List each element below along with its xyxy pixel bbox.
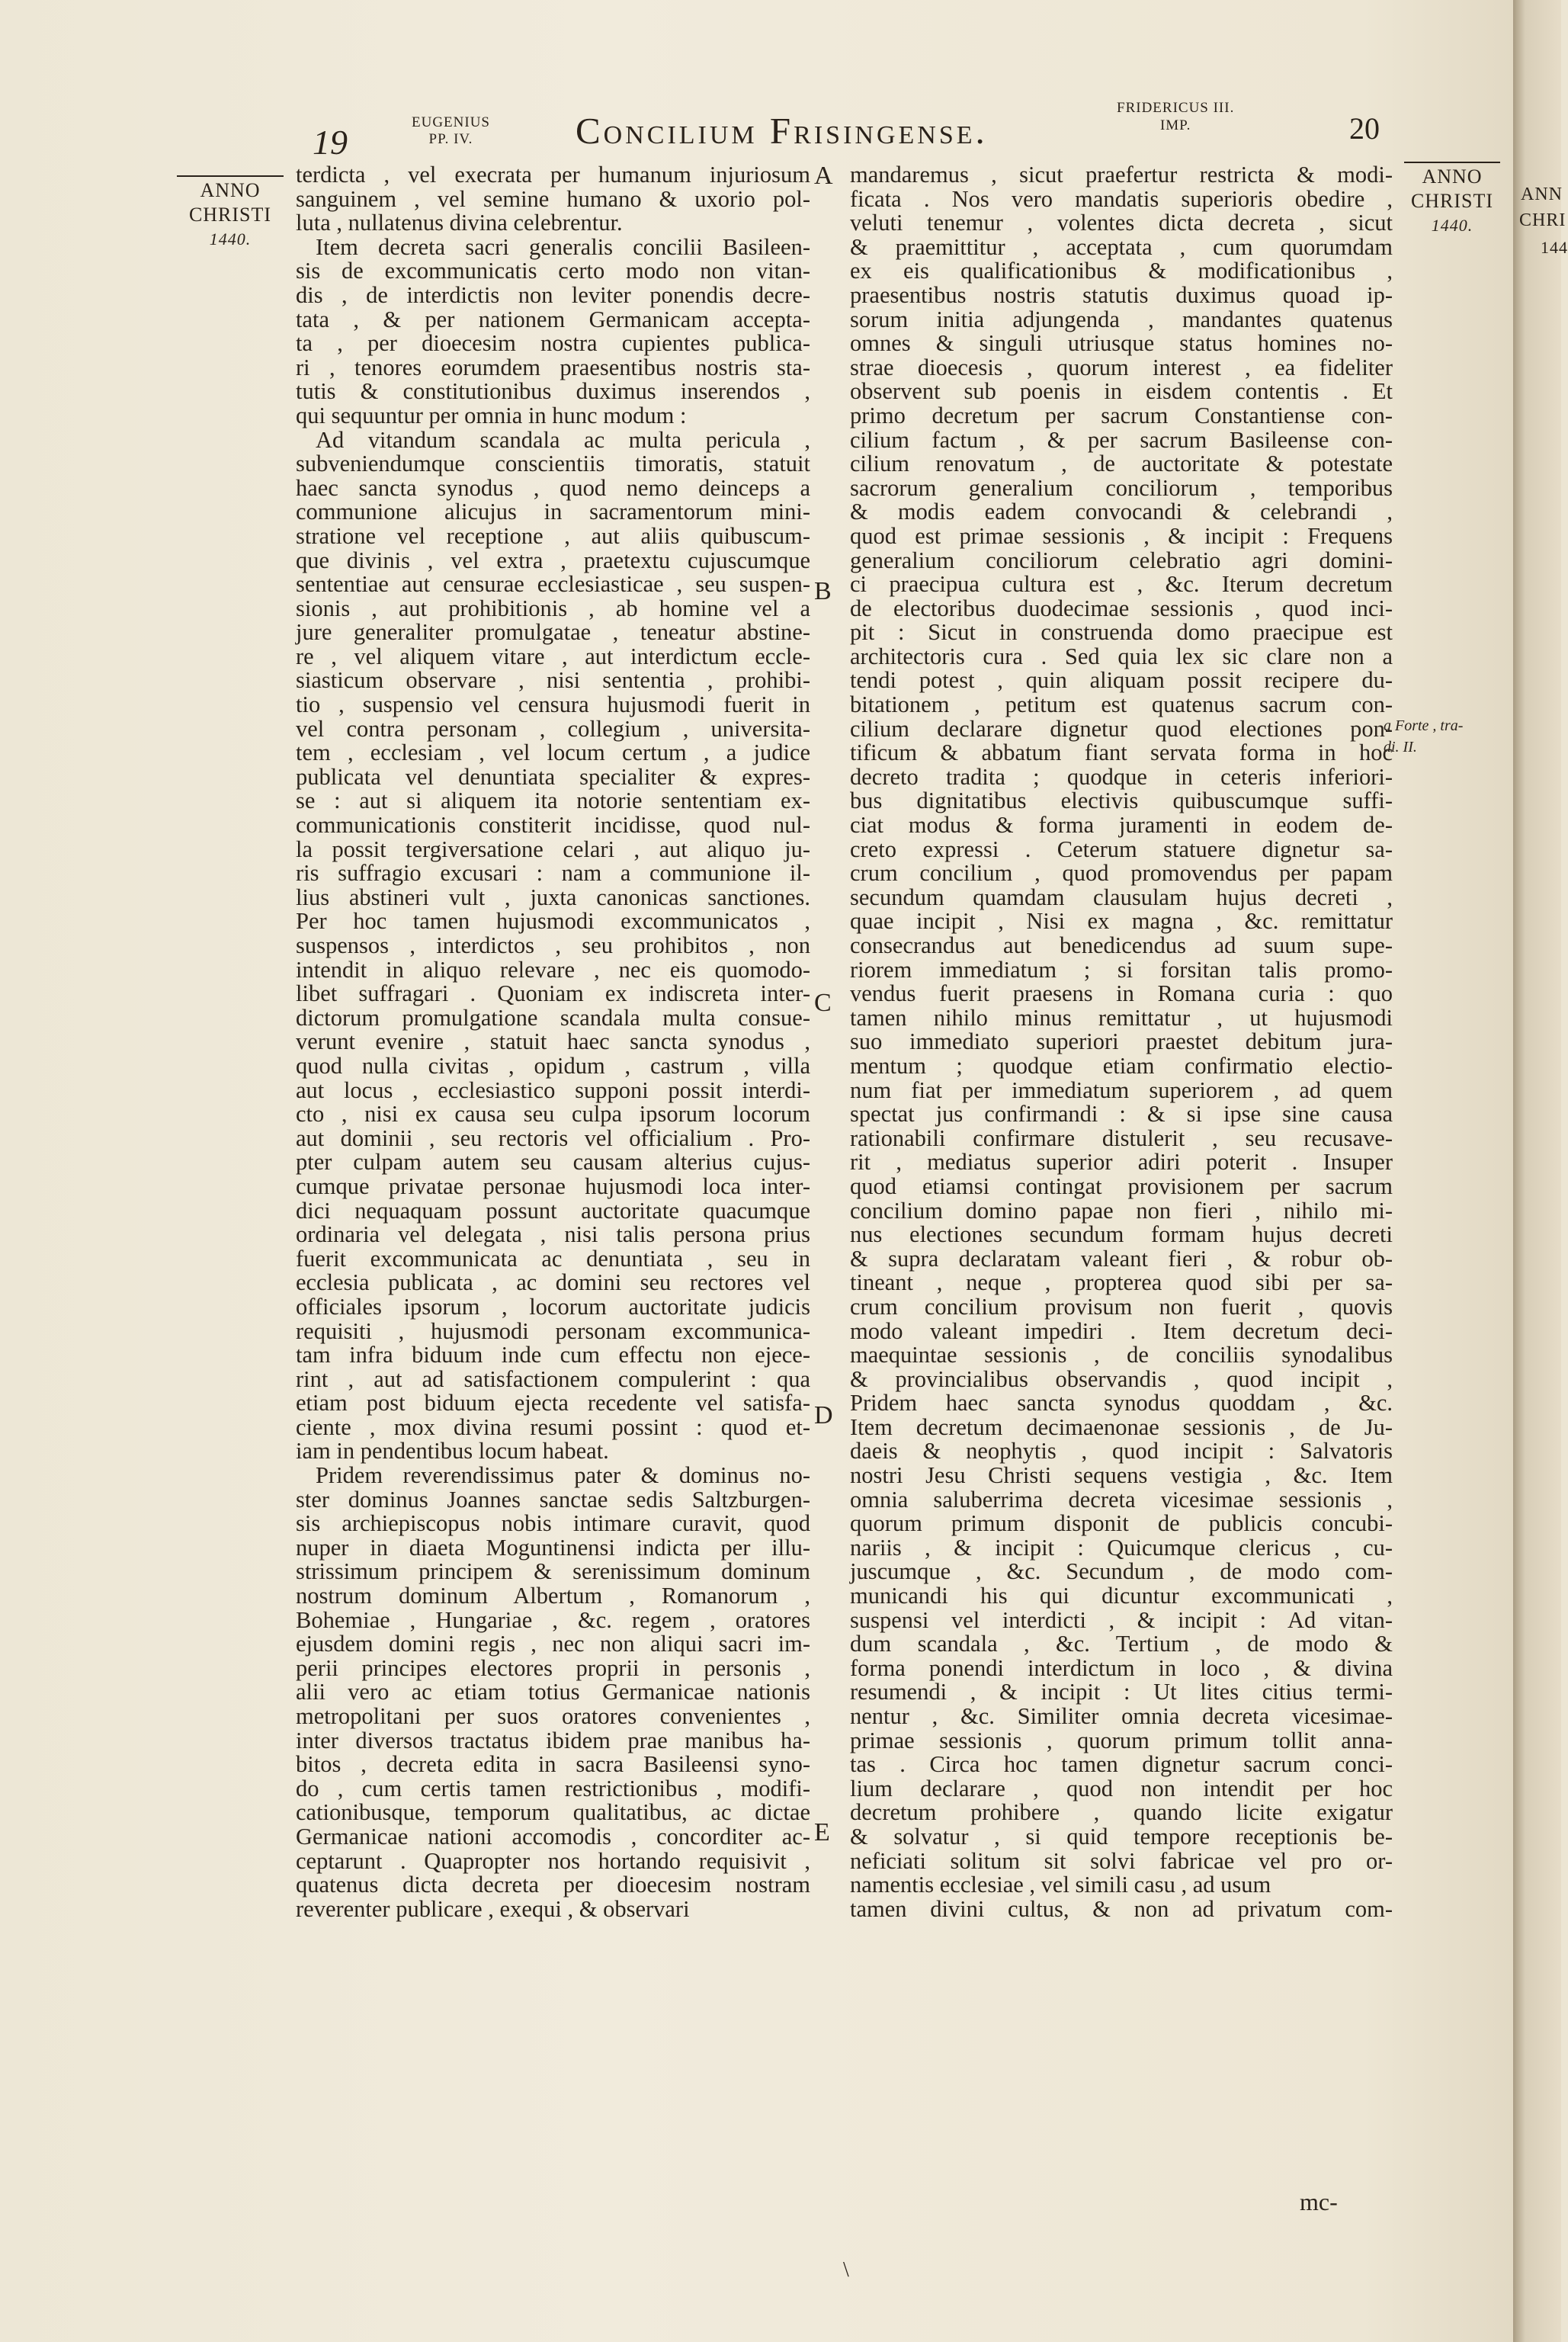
running-title: Concilium Frisingense. (576, 110, 988, 152)
text-line: quorum primum disponit de publicis concubi- (850, 1510, 1393, 1537)
text-line: ceptarunt . Quapropter nos hortando requisivit , (296, 1847, 810, 1874)
text-line: namentis ecclesiae , vel simili casu , ad usum (850, 1872, 1271, 1898)
text-line: nuper in diaeta Moguntinensi indicta per illu- (296, 1534, 810, 1561)
text-line: ciat modus & forma juramenti in eodem de- (850, 812, 1393, 839)
text-line: verunt evenire , statuit haec sancta synodus , (296, 1028, 810, 1055)
text-line: architectoris cura . Sed quia lex sic clare non a (850, 643, 1393, 669)
text-line: strissimum principem & serenissimum dominum (296, 1558, 810, 1585)
text-line: sanguinem , vel semine humano & uxorio pol- (296, 185, 810, 212)
text-line: neficiati solitum sit solvi fabricae vel pro or- (850, 1847, 1393, 1874)
margin-year: 1440. (209, 229, 252, 249)
text-line: bitos , decreta edita in sacra Basileensi syno- (296, 1751, 810, 1778)
next-page-edge (1513, 0, 1568, 2342)
footnote-line: a Forte , tra- (1384, 717, 1464, 734)
text-line: tas . Circa hoc tamen dignetur sacrum conci- (850, 1751, 1393, 1778)
footnote-line: di. II. (1384, 739, 1417, 756)
section-letter-b: B (814, 577, 832, 605)
margin-year: 1440. (1431, 216, 1473, 235)
text-line: aut locus , ecclesiastico supponi possit interdi- (296, 1076, 810, 1103)
margin-anno: ANNO (200, 179, 261, 201)
right-text-column (850, 163, 1393, 1921)
text-line: & supra declaratam valeant fieri , & robur ob- (850, 1245, 1393, 1272)
text-line: libet suffragari . Quoniam ex indiscreta inter- (296, 980, 810, 1007)
text-line: vel contra personam , collegium , universita- (296, 715, 810, 742)
text-line: jure generaliter promulgatae , teneatur abstine- (296, 619, 810, 646)
text-line: Ad vitandum scandala ac multa pericula , (316, 426, 810, 453)
text-line: tem , ecclesiam , vel locum certum , a judice (296, 739, 810, 766)
text-line: Item decreta sacri generalis concilii Basileen- (316, 233, 810, 260)
text-line: omnia saluberrima decreta vicesimae sessionis , (850, 1486, 1393, 1513)
text-line: decreto tradita ; quodque in ceteris inferiori- (850, 763, 1393, 790)
text-line: tamen nihilo minus remittatur , ut hujusmodi (850, 1004, 1393, 1031)
text-line: tata , & per nationem Germanicam accepta- (296, 306, 810, 332)
text-line: dictorum promulgatione scandala multa consue- (296, 1004, 810, 1031)
text-line: inter diversos tractatus ibidem prae manibus ha- (296, 1727, 810, 1753)
text-line: nus electiones secundum formam hujus decreti (850, 1221, 1393, 1248)
text-line: suspensos , interdictos , seu prohibitos , non (296, 932, 810, 958)
text-line: cto , nisi ex causa seu culpa ipsorum locorum (296, 1101, 810, 1128)
left-text-column (296, 163, 810, 1921)
text-line: pter culpam autem seu causam alterius cujus- (296, 1149, 810, 1176)
text-line: nostrum dominum Albertum , Romanorum , (296, 1583, 810, 1609)
text-line: secundum quamdam clausulam hujus decreti , (850, 884, 1393, 910)
text-line: mandaremus , sicut praefertur restricta & modi- (850, 162, 1393, 188)
text-line: tineant , neque , propterea quod sibi per sa- (850, 1269, 1393, 1296)
text-line: Pridem reverendissimus pater & dominus no- (316, 1462, 810, 1489)
text-line: luta , nullatenus divina celebrentur. (296, 210, 623, 236)
text-line: requisiti , hujusmodi personam excommunica- (296, 1317, 810, 1344)
text-line: quod est primae sessionis , & incipit : Frequens (850, 522, 1393, 549)
bottom-mark: \ (843, 2258, 849, 2282)
text-line: ex eis qualificationibus & modificationibus , (850, 258, 1393, 284)
text-line: suo immediato superiori praestet debitum jura- (850, 1028, 1393, 1055)
running-head-pope (412, 114, 490, 148)
section-letter-e: E (814, 1818, 830, 1846)
text-line: Germanicae nationi accomodis , concorditer ac- (296, 1823, 810, 1850)
text-line: etiam post biduum ejecta recedente vel satisfa- (296, 1390, 810, 1416)
text-line: consecrandus aut benedicendus ad suum supe- (850, 932, 1393, 958)
text-line: sententiae aut censurae ecclesiasticae , seu suspen- (296, 571, 810, 598)
text-line: bus dignitatibus electivis quibuscumque suffi- (850, 788, 1393, 814)
text-line: pit : Sicut in construenda domo praecipue est (850, 619, 1393, 646)
text-line: communione alicujus in sacramentorum mini- (296, 499, 810, 525)
text-line: creto expressi . Ceterum statuere dignetur sa- (850, 836, 1393, 862)
text-line: spectat jus confirmandi : & si ipse sine causa (850, 1101, 1393, 1128)
text-line: cilium factum , & per sacrum Basileense con- (850, 426, 1393, 453)
text-line: generalium conciliorum celebratio agri domini- (850, 547, 1393, 573)
text-line: tendi potest , quin aliquam possit recipere du- (850, 667, 1393, 694)
emperor-title: IMP. (1159, 117, 1191, 133)
text-line: riorem immediatum ; si forsitan talis promo- (850, 956, 1393, 983)
text-line: & praemittitur , acceptata , cum quorumdam (850, 233, 1393, 260)
text-line: do , cum certis tamen restrictionibus , modifi- (296, 1775, 810, 1801)
pope-title: PP. IV. (428, 131, 473, 147)
margin-rule (1404, 162, 1500, 163)
text-line: maequintae sessionis , de conciliis synodalibus (850, 1342, 1393, 1368)
text-line: cationibusque, temporum qualitatibus, ac dictae (296, 1799, 810, 1826)
text-line: ster dominus Joannes sanctae sedis Saltzburgen- (296, 1486, 810, 1513)
edge-year: 144 (1541, 238, 1568, 257)
text-line: tutis & constitutionibus duximus inserendos , (296, 378, 810, 405)
text-line: dici nequaquam possunt auctoritate quacumque (296, 1197, 810, 1224)
text-line: tificum & abbatum fiant servata forma in hoc (850, 739, 1393, 766)
section-letter-a: A (814, 162, 833, 190)
text-line: subveniendumque conscientiis timoratis, statuit (296, 451, 810, 477)
text-line: bitationem , petitum est quatenus sacrum con- (850, 691, 1393, 718)
text-line: quae incipit , Nisi ex magna , &c. remittatur (850, 908, 1393, 935)
text-line: tamen divini cultus, & non ad privatum com- (850, 1895, 1393, 1922)
text-line: cilium renovatum , de auctoritate & potestate (850, 451, 1393, 477)
margin-anno: ANNO (1422, 165, 1483, 188)
text-line: alii vero ac etiam totius Germanicae nationis (296, 1679, 810, 1705)
text-line: Bohemiae , Hungariae , &c. regem , oratores (296, 1606, 810, 1633)
text-line: sorum initia adjungenda , mandantes quatenus (850, 306, 1393, 332)
margin-year-left (177, 175, 284, 252)
text-line: qui sequuntur per omnia in hunc modum : (296, 402, 687, 428)
text-line: resumendi , & incipit : Ut lites citius termi- (850, 1679, 1393, 1705)
text-line: concilium domino papae non fieri , nihilo mi- (850, 1197, 1393, 1224)
text-line: ris suffragio excusari : nam a communione il- (296, 860, 810, 887)
text-line: mentum ; quodque etiam confirmatio electio- (850, 1052, 1393, 1079)
text-line: lium declarare , quod non intendit per hoc (850, 1775, 1393, 1801)
text-line: omnes & singuli utriusque status homines no- (850, 330, 1393, 357)
text-line: modo valeant impediri . Item decretum deci- (850, 1317, 1393, 1344)
margin-rule (177, 175, 284, 177)
emperor-name: FRIDERICUS III. (1117, 100, 1235, 116)
text-line: perii principes electores proprii in personis , (296, 1654, 810, 1681)
text-line: ci praecipua cultura est , &c. Iterum decretum (850, 571, 1393, 598)
text-line: ordinaria vel delegata , nisi talis persona prius (296, 1221, 810, 1248)
text-line: sis de excommunicatis certo modo non vitan- (296, 258, 810, 284)
text-line: praesentibus nostris statutis duximus quoad ip- (850, 281, 1393, 308)
text-line: forma ponendi interdictum in loco , & divina (850, 1654, 1393, 1681)
section-letter-c: C (814, 989, 832, 1017)
section-letter-d: D (814, 1401, 833, 1429)
text-line: suspensi vel interdicti , & incipit : Ad vitan- (850, 1606, 1393, 1633)
text-line: & solvatur , si quid tempore receptionis be- (850, 1823, 1393, 1850)
text-line: num fiat per immediatum superiorem , ad quem (850, 1076, 1393, 1103)
text-line: ta , per dioecesim nostra cupientes publica- (296, 330, 810, 357)
margin-christi: CHRISTI (188, 204, 272, 226)
text-line: daeis & neophytis , quod incipit : Salvatoris (850, 1438, 1393, 1465)
text-line: nentur , &c. Similiter omnia decreta vicesimae- (850, 1703, 1393, 1729)
text-line: de electoribus duodecimae sessionis , quod inci- (850, 595, 1393, 621)
text-line: rationabili confirmare distulerit , seu recusave- (850, 1124, 1393, 1151)
text-line: observent sub poenis in eisdem contentis . Et (850, 378, 1393, 405)
text-line: Pridem haec sancta synodus quoddam , &c. (850, 1390, 1393, 1416)
margin-footnote (1384, 715, 1463, 758)
text-line: dis , de interdictis non leviter ponendis decre- (296, 281, 810, 308)
text-line: stratione vel receptione , aut aliis quibuscum- (296, 522, 810, 549)
text-line: que divinis , vel extra , praetextu cujuscumque (296, 547, 810, 573)
text-line: nariis , & incipit : Quicumque clericus , cu- (850, 1534, 1393, 1561)
text-line: ciente , mox divina resumi possint : quod et- (296, 1413, 810, 1440)
text-line: rit , mediatus superior adiri poterit . Insuper (850, 1149, 1393, 1176)
text-line: ecclesia publicata , ac domini seu rectores vel (296, 1269, 810, 1296)
page-number-left: 19 (313, 123, 348, 162)
text-line: municandi his qui dicuntur excommunicati , (850, 1583, 1393, 1609)
text-line: veluti tenemur , volentes dicta decreta , sicut (850, 210, 1393, 236)
text-line: sis archiepiscopus nobis intimare curavit, quod (296, 1510, 810, 1537)
text-line: tam infra biduum inde cum effectu non ejece- (296, 1342, 810, 1368)
text-line: publicata vel denuntiata specialiter & expres- (296, 763, 810, 790)
text-line: cilium declarare dignetur quod electiones pon- (850, 715, 1393, 742)
edge-christi: CHRI (1519, 210, 1566, 230)
pope-name: EUGENIUS (412, 114, 490, 130)
text-line: crum concilium , quod promovendus per papam (850, 860, 1393, 887)
text-line: iam in pendentibus locum habeat. (296, 1438, 609, 1465)
text-line: Per hoc tamen hujusmodi excommunicatos , (296, 908, 810, 935)
margin-christi: CHRISTI (1410, 190, 1494, 212)
text-line: metropolitani per suos oratores convenientes , (296, 1703, 810, 1729)
margin-year-right (1404, 162, 1500, 238)
text-line: tio , suspensio vel censura hujusmodi fuerit in (296, 691, 810, 718)
text-line: reverenter publicare , exequi , & observari (296, 1895, 690, 1922)
text-line: sionis , aut prohibitionis , ab homine vel a (296, 595, 810, 621)
text-line: vendus fuerit praesens in Romana curia : quo (850, 980, 1393, 1007)
text-line: re , vel aliquem vitare , aut interdictum eccle- (296, 643, 810, 669)
text-line: sacrorum generalium conciliorum , temporibus (850, 474, 1393, 501)
catchword: mc- (1300, 2188, 1338, 2215)
text-line: fuerit excommunicata ac denuntiata , seu in (296, 1245, 810, 1272)
text-line: communicationis constiterit incidisse, quod nul- (296, 812, 810, 839)
text-line: rint , aut ad satisfactionem compulerint : qua (296, 1365, 810, 1392)
text-line: strae dioecesis , quorum interest , ea fideliter (850, 354, 1393, 380)
edge-anno: ANN (1521, 184, 1563, 204)
text-line: lius abstineri vult , juxta canonicas sanctiones. (296, 884, 810, 910)
text-line: terdicta , vel execrata per humanum injuriosum (296, 162, 810, 188)
text-line: & provincialibus observandis , quod incipit , (850, 1365, 1393, 1392)
text-line: dum scandala , &c. Tertium , de modo & (850, 1631, 1393, 1657)
text-line: ri , tenores eorumdem praesentibus nostris sta- (296, 354, 810, 380)
text-line: cumque privatae personae hujusmodi loca inter- (296, 1173, 810, 1199)
text-line: aut dominii , seu rectoris vel officialium . Pro- (296, 1124, 810, 1151)
text-line: la possit tergiversatione celari , aut aliquo ju- (296, 836, 810, 862)
text-line: officiales ipsorum , locorum auctoritate judicis (296, 1293, 810, 1320)
text-line: crum concilium provisum non fuerit , quovis (850, 1293, 1393, 1320)
running-head-emperor (1117, 99, 1234, 134)
text-line: siasticum observare , nisi sententia , prohibi- (296, 667, 810, 694)
text-line: ficata . Nos vero mandatis superioris obedire , (850, 185, 1393, 212)
text-line: quod nulla civitas , opidum , castrum , villa (296, 1052, 810, 1079)
text-line: decretum prohibere , quando licite exigatur (850, 1799, 1393, 1826)
text-line: Item decretum decimaenonae sessionis , de Ju- (850, 1413, 1393, 1440)
text-line: intendit in aliquo relevare , nec eis quomodo- (296, 956, 810, 983)
text-line: nostri Jesu Christi sequens vestigia , &c. Item (850, 1462, 1393, 1489)
text-line: quod etiamsi contingat provisionem per sacrum (850, 1173, 1393, 1199)
text-line: & modis eadem convocandi & celebrandi , (850, 499, 1393, 525)
text-line: primo decretum per sacrum Constantiense con- (850, 402, 1393, 428)
text-line: se : aut si aliquem ita notorie sententiam ex- (296, 788, 810, 814)
page-number-right: 20 (1349, 111, 1380, 146)
text-line: haec sancta synodus , quod nemo deinceps a (296, 474, 810, 501)
text-line: quatenus dicta decreta per dioecesim nostram (296, 1872, 810, 1898)
text-line: juscumque , &c. Secundum , de modo com- (850, 1558, 1393, 1585)
text-line: ejusdem domini regis , nec non aliqui sacri im- (296, 1631, 810, 1657)
text-line: primae sessionis , quorum primum tollit anna- (850, 1727, 1393, 1753)
